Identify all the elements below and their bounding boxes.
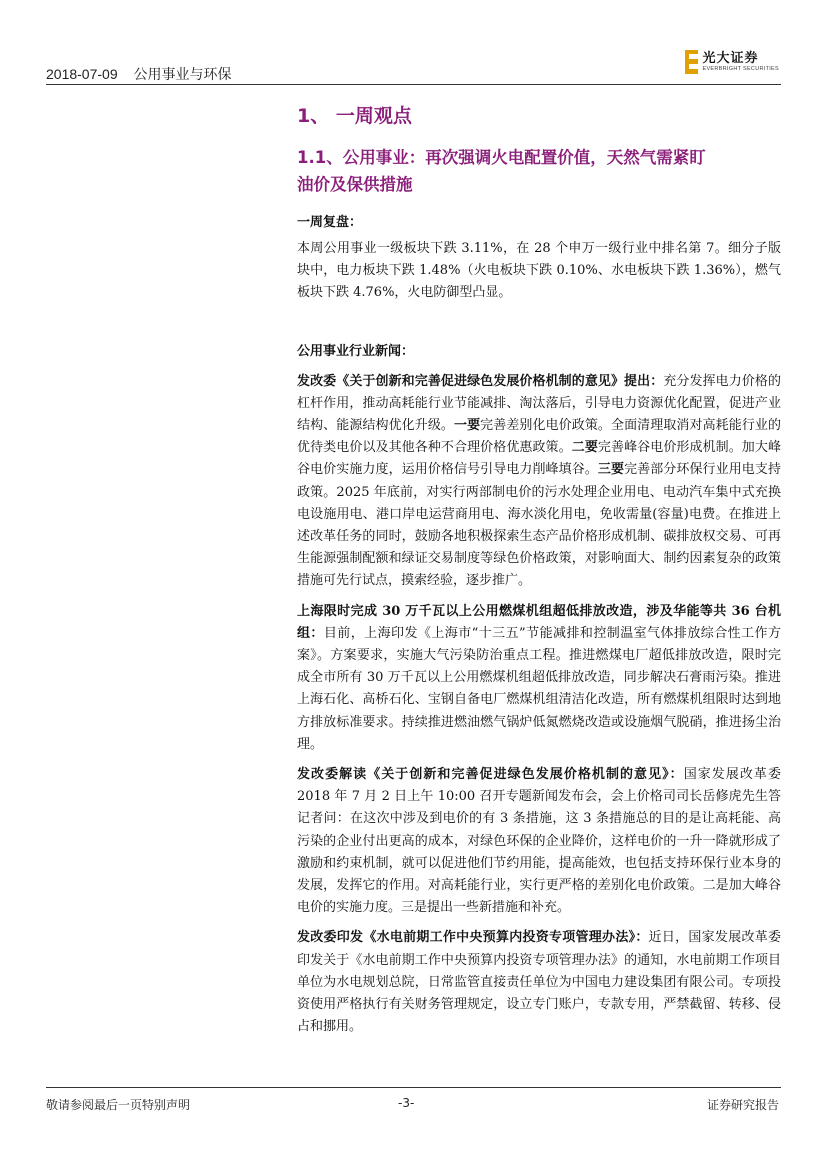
news-item: 发改委《关于创新和完善促进绿色发展价格机制的意见》提出：充分发挥电力价格的杠杆作用，推动高耗能行业节能减排、淘汰落后，引导电力资源优化配置，促进产业结构、能源结构优化升级。一要完善差别化电价政策。全面清理取消对高耗能行业的优待类电价以及其他各种不合理价格优惠政策。二要完善峰谷电价形成机制。加大峰谷电价实施力度，运用价格信号引导电力削峰填谷。三要完善部分环保行业用电支持政策。2025 年底前，对实行两部制电价的污水处理企业用电、电动汽车集中式充换电设施用电、港口岸电运营商用电、海水淡化用电，免收需量(容量)电费。在推进上述改革任务的同时，鼓励各地积极探索生态产品价格形成机制、碳排放权交易、可再生能源强制配额和绿证交易制度等绿色价格政策，对影响面大、制约因素复杂的政策措施可先行试点，摸索经验，逐步推广。 — [297, 373, 781, 589]
subsection-heading — [297, 144, 781, 198]
main-content — [297, 102, 781, 1039]
news-lead: 发改委解读《关于创新和完善促进绿色发展价格机制的意见》： — [297, 767, 684, 783]
subsection-heading-line2: 油价及保供措施 — [297, 175, 413, 194]
footer-rule — [46, 1087, 781, 1088]
news-item: 发改委印发《水电前期工作中央预算内投资专项管理办法》：近日，国家发展改革委印发关于《水电前期工作中央预算内投资专项管理办法》的通知，水电前期工作项目单位为水电规划总院，日常监管直接责任单位为中国电力建设集团有限公司。专项投资使用严格执行有关财务管理规定，设立专门账户，专款专用，严禁截留、转移、侵占和挪用。 — [297, 930, 781, 1035]
weekly-review-text: 本周公用事业一级板块下跌 3.11%，在 28 个申万一级行业中排名第 7。细分子版块中，电力板块下跌 1.48%（火电板块下跌 0.10%、水电板块下跌 1.36%），燃气板块下跌 4.76%，火电防御型凸显。 — [297, 241, 781, 301]
news-lead: 发改委印发《水电前期工作中央预算内投资专项管理办法》： — [297, 930, 649, 946]
logo-name-en: EVERBRIGHT SECURITIES — [702, 65, 779, 72]
page-number: -3- — [398, 1096, 415, 1110]
news-lead: 发改委《关于创新和完善促进绿色发展价格机制的意见》提出： — [297, 373, 664, 389]
report-category: 公用事业与环保 — [133, 66, 232, 82]
header-rule — [46, 84, 781, 85]
everbright-logo-icon — [685, 50, 698, 74]
section-heading: 1、 一周观点 — [297, 105, 412, 127]
news-item: 上海限时完成 30 万千瓦以上公用燃煤机组超低排放改造，涉及华能等共 36 台机组：目前，上海印发《上海市“十三五”节能减排和控制温室气体排放综合性工作方案》。方案要求，实施大气污染防治重点工程。推进燃煤电厂超低排放改造，限时完成全市所有 30 万千瓦以上公用燃煤机组超低排放改造，同步解决石膏雨污染。推进上海石化、高桥石化、宝钢自备电厂燃煤机组清洁化改造，所有燃煤机组限时达到地方排放标准要求。持续推进燃油燃气锅炉低氮燃烧改造或设施烟气脱硝，推进扬尘治理。 — [297, 603, 781, 752]
page-header — [46, 64, 232, 84]
industry-news-title: 公用事业行业新闻： — [297, 343, 415, 359]
report-date: 2018-07-09 — [46, 66, 118, 82]
footer-disclaimer: 敬请参阅最后一页特别声明 — [46, 1098, 191, 1112]
company-logo — [685, 50, 780, 74]
subsection-heading-line1: 1.1、公用事业：再次强调火电配置价值，天然气需紧盯 — [297, 148, 706, 167]
news-item: 发改委解读《关于创新和完善促进绿色发展价格机制的意见》：国家发展改革委 2018 年 7 月 2 日上午 10:00 召开专题新闻发布会，会上价格司司长岳修虎先生答记者问：在这次中涉及到电价的有 3 条措施，这 3 条措施总的目的是让高耗能、高污染的企业付出更高的成本，对绿色环保的企业降价，这样电价的一升一降就形成了激励和约束机制，就可以促进他们节约用能，提高能效，也包括支持环保行业本身的发展，发挥它的作用。对高耗能行业，实行更严格的差别化电价政策。二是加大峰谷电价的实施力度。三是提出一些新措施和补充。 — [297, 767, 781, 916]
logo-name-cn: 光大证券 — [702, 50, 759, 66]
news-lead: 上海限时完成 30 万千瓦以上公用燃煤机组超低排放改造，涉及华能等共 36 台机组： — [297, 603, 781, 641]
weekly-review-title: 一周复盘： — [297, 215, 363, 230]
footer-report-type: 证券研究报告 — [706, 1098, 779, 1112]
